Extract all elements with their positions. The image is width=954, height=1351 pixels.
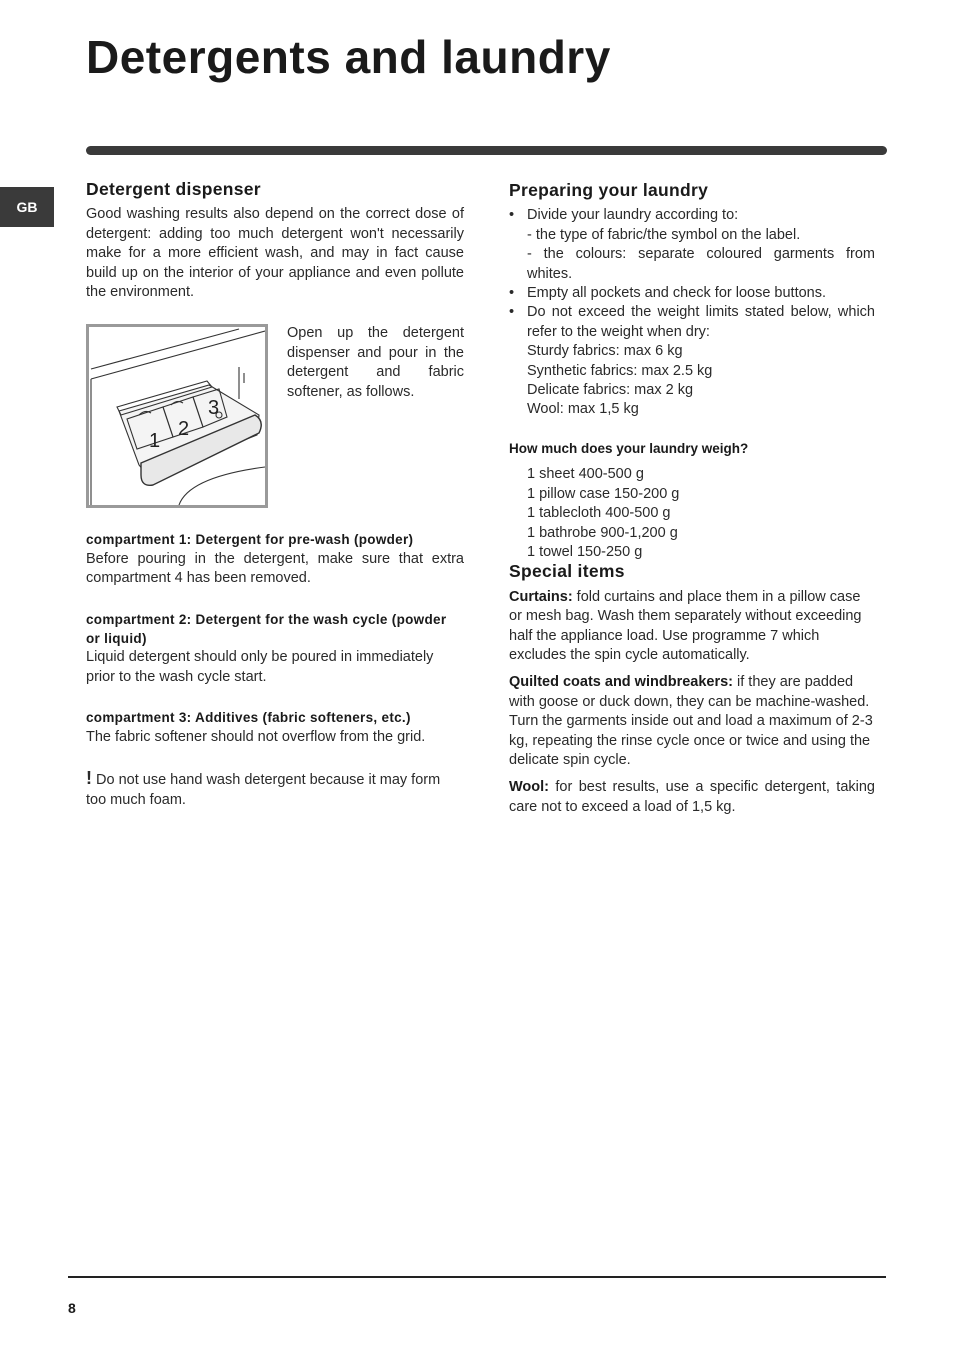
special-item-text: for best results, use a specific detergent, taking care not to exceed a load of 1,5 kg. [509,779,875,815]
compartment-label-2: 2 [178,418,190,441]
right-column [509,180,875,817]
left-column [86,180,464,810]
compartment-3-text: The fabric softener should not overflow from the grid. [86,728,426,745]
compartment-2-text: Liquid detergent should only be poured in immediately prior to the wash cycle start. [86,649,434,685]
special-item-label: Wool: [509,779,549,796]
preparing-laundry-heading: Preparing your laundry [509,180,709,200]
compartment-3-heading: compartment 3: Additives (fabric softeners, etc.) [86,710,411,726]
detergent-dispenser-heading: Detergent dispenser [86,179,261,199]
bullet-icon: • [509,304,515,321]
list-item [509,303,875,419]
special-item-quilted-coats [509,673,875,770]
figure-caption: Open up the detergent dispenser and pour in the detergent and fabric softener, as follows. [287,325,464,400]
special-item-text: fold curtains and place them in a pillow case or mesh bag. Wash them separately without exceeding half the appliance load. Use programme 7 which excludes the spin cycle automatically. [509,588,862,663]
list-item: 1 sheet 400-500 g [527,466,644,483]
weight-limit-instruction: Do not exceed the weight limits stated below, which refer to the weight when dry: [527,304,875,340]
dispenser-figure-row [86,324,464,508]
footer-divider [68,1276,886,1278]
special-item-label: Quilted coats and windbreakers: [509,674,733,691]
preparation-list [509,206,875,419]
compartment-label-3: 3 [208,397,220,420]
weight-limit-wool: Wool: max 1,5 kg [527,401,639,418]
compartment-1 [86,530,464,588]
page-number: 8 [68,1300,76,1316]
bullet-icon: • [509,285,515,302]
compartment-1-text: Before pouring in the detergent, make sure that extra compartment 4 has been removed. [86,550,464,587]
special-item-text: if they are padded with goose or duck down, they can be machine-washed. Turn the garments inside out and load a maximum of 2-3 kg, repeating the rinse cycle once or twice and using the delicate spin cycle. [509,674,873,768]
foam-warning [86,769,464,810]
sort-instruction: Divide your laundry according to: [527,207,739,224]
compartment-3 [86,708,464,747]
sort-by-colour: - the colours: separate coloured garments from whites. [527,246,875,282]
dispenser-intro: Good washing results also depend on the correct dose of detergent: adding too much detergent won't necessarily make for a more efficient wash, and may in fact cause build up on the interior of your appliance and even pollute the environment. [86,206,464,301]
sort-by-fabric: - the type of fabric/the symbol on the label. [527,226,801,243]
page-title: Detergents and laundry [86,31,611,83]
weight-limit-synthetic: Synthetic fabrics: max 2.5 kg [527,362,713,379]
list-item [509,284,875,303]
list-item [509,206,875,284]
detergent-drawer-illustration [86,324,268,508]
compartment-2-heading: compartment 2: Detergent for the wash cycle (powder or liquid) [86,611,447,647]
compartment-1-heading: compartment 1: Detergent for pre-wash (powder) [86,532,414,548]
special-item-curtains [509,588,875,666]
bullet-icon: • [509,207,515,224]
warning-icon: ! [86,768,92,789]
detergent-drawer-icon [89,327,265,505]
compartment-label-1: 1 [149,430,161,453]
warning-text: Do not use hand wash detergent because it may form too much foam. [86,772,441,808]
list-item: 1 towel 150-250 g [527,543,643,560]
special-items-heading: Special items [509,561,625,582]
laundry-weight-list [509,465,875,562]
weight-limit-delicate: Delicate fabrics: max 2 kg [527,382,694,399]
list-item: 1 tablecloth 400-500 g [527,505,671,522]
list-item: 1 pillow case 150-200 g [527,485,680,502]
pockets-instruction: Empty all pockets and check for loose buttons. [527,285,827,302]
special-item-wool [509,778,875,817]
weight-limit-sturdy: Sturdy fabrics: max 6 kg [527,343,683,360]
special-item-label: Curtains: [509,588,573,605]
title-divider [86,146,887,155]
compartment-2 [86,610,464,688]
list-item: 1 bathrobe 900-1,200 g [527,524,678,541]
laundry-weight-heading: How much does your laundry weigh? [509,440,749,456]
language-tab: GB [0,187,54,227]
